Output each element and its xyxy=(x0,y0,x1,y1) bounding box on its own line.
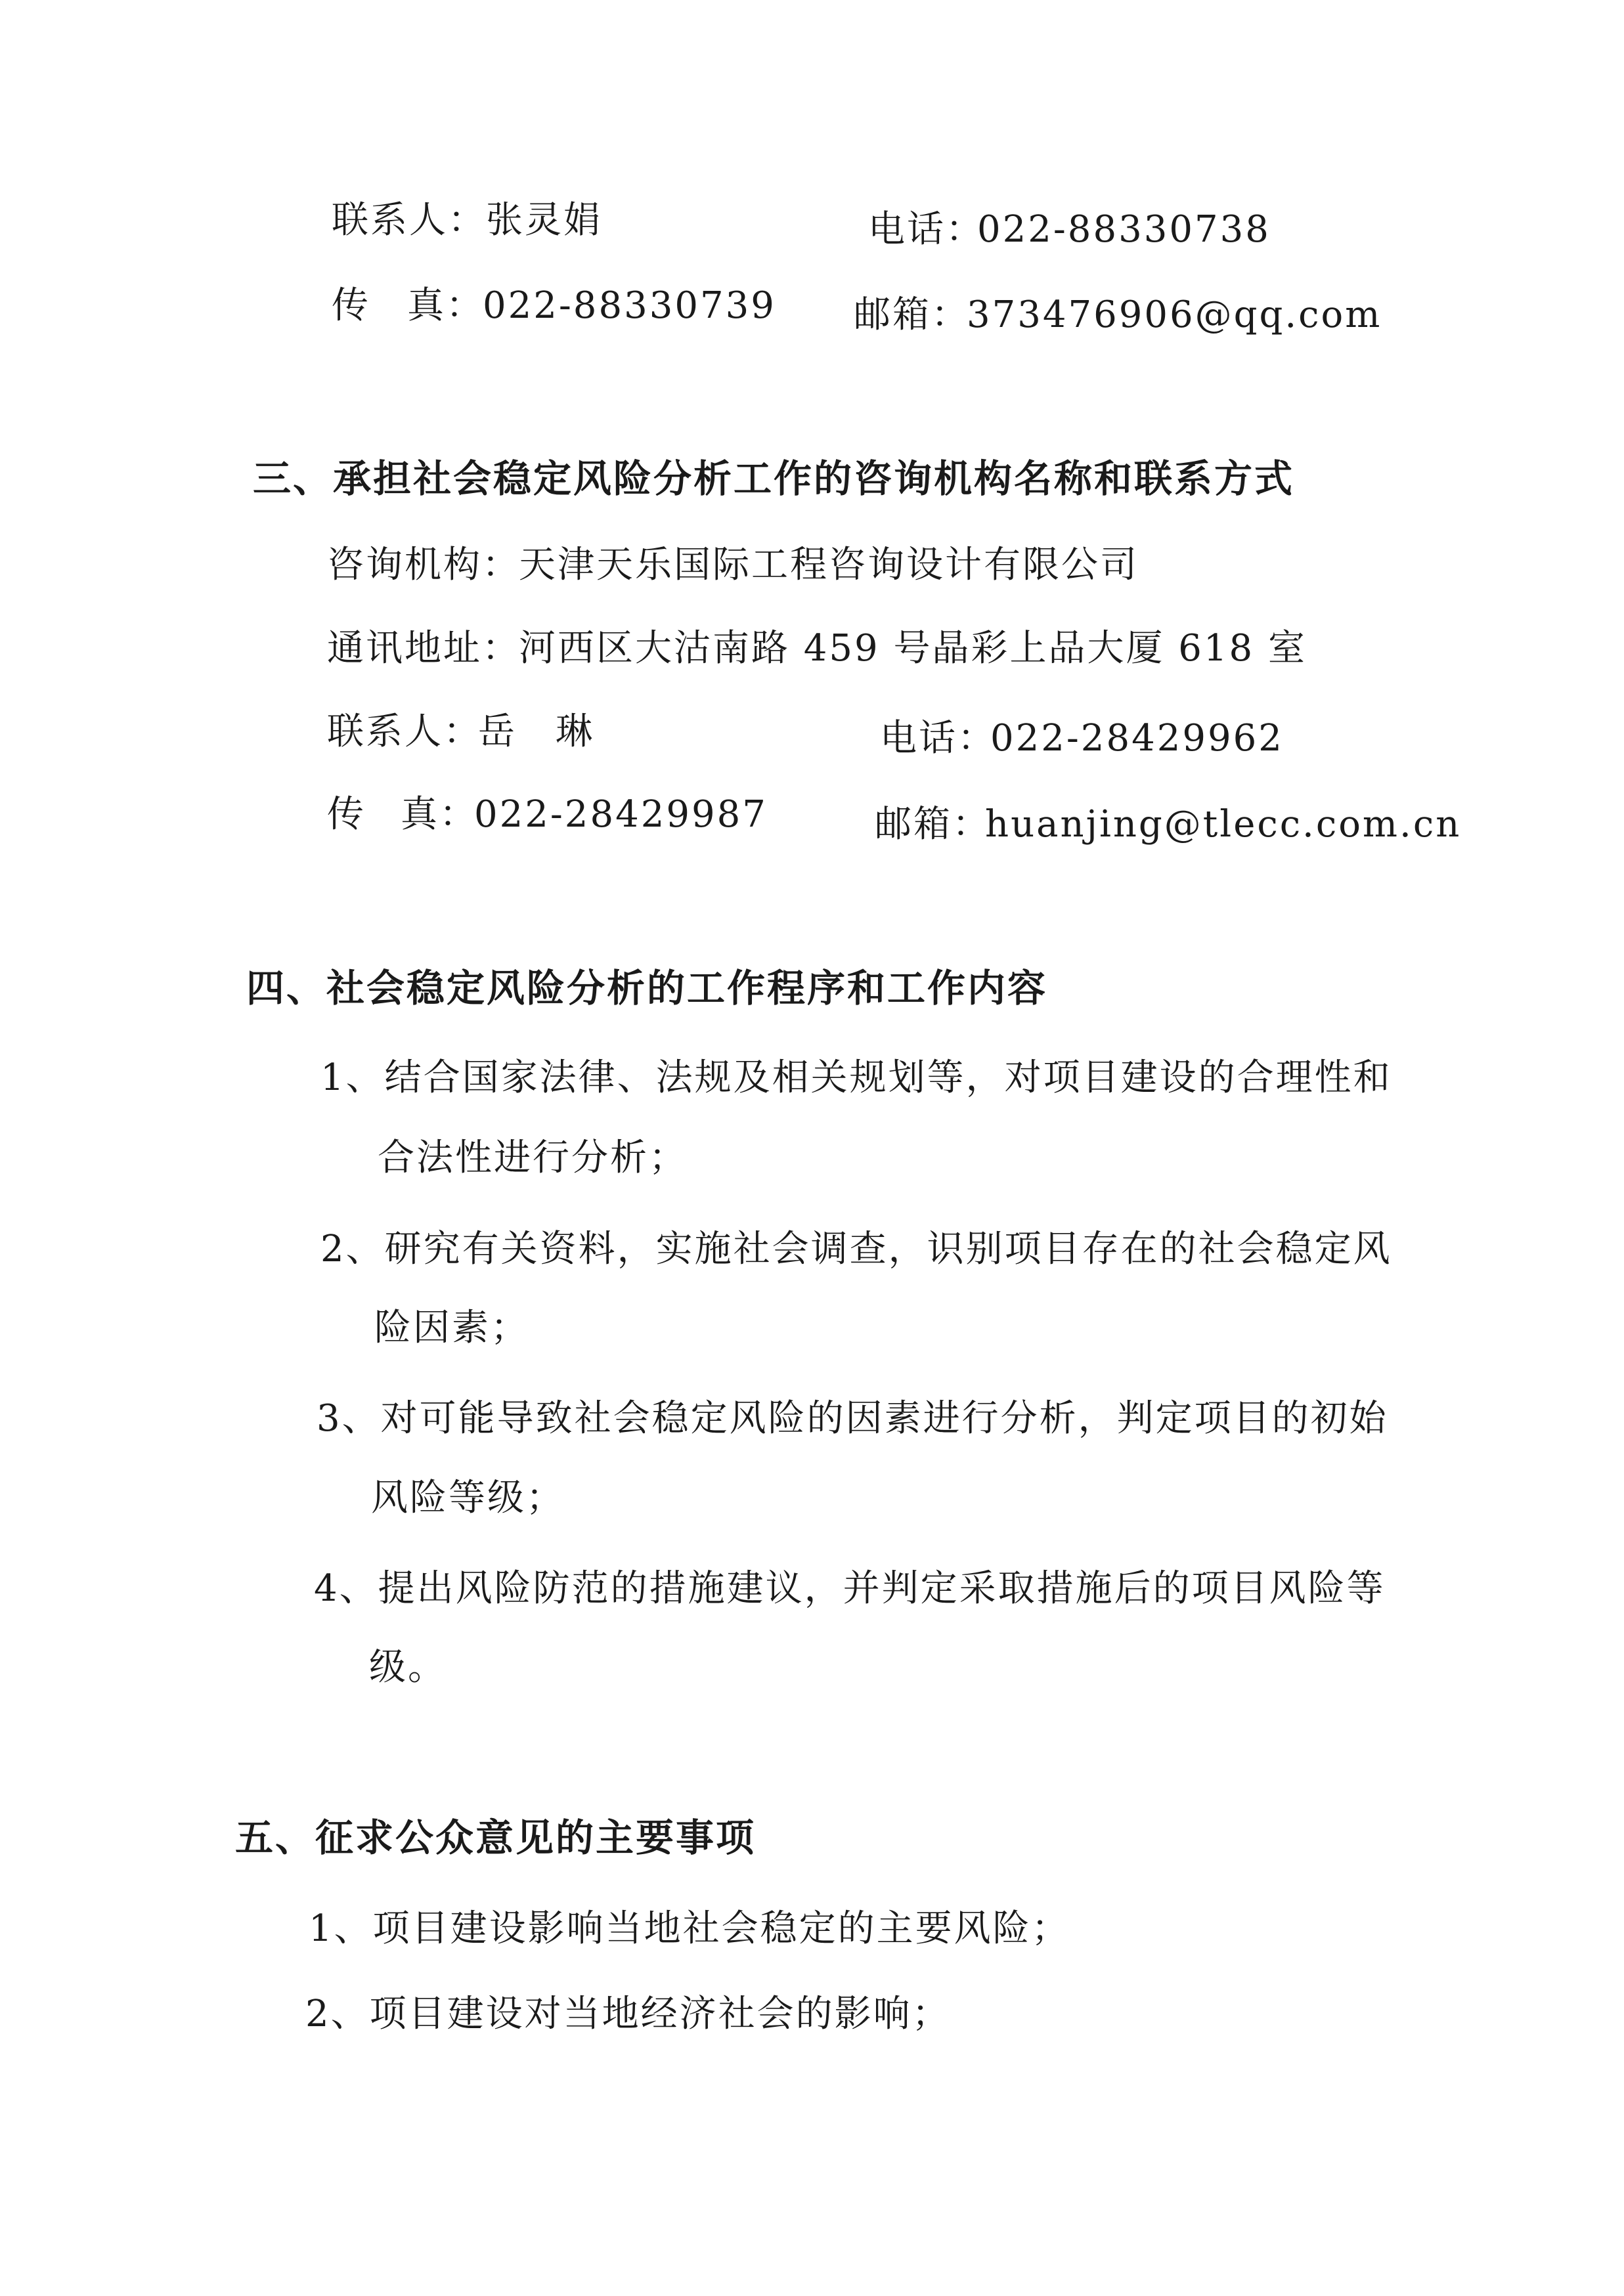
procedure-item-4-line2: 级。 xyxy=(369,1646,447,1689)
procedure-item-3-line2: 风险等级； xyxy=(371,1477,565,1519)
contact-phone-label: 电话： xyxy=(868,208,984,251)
public-opinion-item-1: 1、项目建设影响当地社会稳定的主要风险； xyxy=(309,1907,1070,1950)
consult-email-label: 邮箱： xyxy=(875,803,991,846)
contact-fax-label-b: 真： xyxy=(407,284,485,327)
public-opinion-item-2: 2、项目建设对当地经济社会的影响； xyxy=(305,1993,951,2035)
contact-person: 张灵娟 xyxy=(486,199,602,242)
consult-person: 岳 琳 xyxy=(478,710,594,753)
contact-email: 373476906@qq.com xyxy=(967,293,1382,336)
procedure-item-3-line1: 3、对可能导致社会稳定风险的因素进行分析，判定项目的初始 xyxy=(317,1397,1388,1440)
section5-heading: 五、征求公众意见的主要事项 xyxy=(235,1815,757,1860)
contact-phone: 022-88330738 xyxy=(977,208,1271,251)
procedure-item-1-line2: 合法性进行分析； xyxy=(378,1137,688,1179)
consult-email: huanjing@tlecc.com.cn xyxy=(985,803,1462,846)
procedure-item-2-line1: 2、研究有关资料，实施社会调查，识别项目存在的社会稳定风 xyxy=(320,1228,1392,1270)
contact-fax-label-a: 传 xyxy=(332,284,370,327)
consult-fax-label-b: 真： xyxy=(401,793,478,836)
section3-heading: 三、承担社会稳定风险分析工作的咨询机构名称和联系方式 xyxy=(253,456,1295,501)
procedure-item-4-line1: 4、提出风险防范的措施建议，并判定采取措施后的项目风险等 xyxy=(314,1567,1386,1610)
contact-fax: 022-88330739 xyxy=(483,284,776,327)
consult-org-label: 咨询机构： xyxy=(327,544,521,586)
consult-address: 河西区大沽南路 459 号晶彩上品大厦 618 室 xyxy=(519,627,1307,670)
consult-phone-label: 电话： xyxy=(880,717,996,760)
consult-org: 天津天乐国际工程咨询设计有限公司 xyxy=(519,544,1139,586)
consult-address-label: 通讯地址： xyxy=(327,627,521,670)
contact-email-label: 邮箱： xyxy=(854,293,970,336)
consult-fax: 022-28429987 xyxy=(474,793,768,836)
procedure-item-1-line1: 1、结合国家法律、法规及相关规划等，对项目建设的合理性和 xyxy=(320,1056,1392,1099)
consult-fax-label-a: 传 xyxy=(327,793,366,836)
section4-heading: 四、社会稳定风险分析的工作程序和工作内容 xyxy=(246,966,1048,1010)
contact-person-label: 联系人： xyxy=(332,199,487,242)
consult-person-label: 联系人： xyxy=(327,710,482,753)
consult-phone: 022-28429962 xyxy=(990,717,1284,760)
procedure-item-2-line2: 险因素； xyxy=(374,1307,529,1349)
